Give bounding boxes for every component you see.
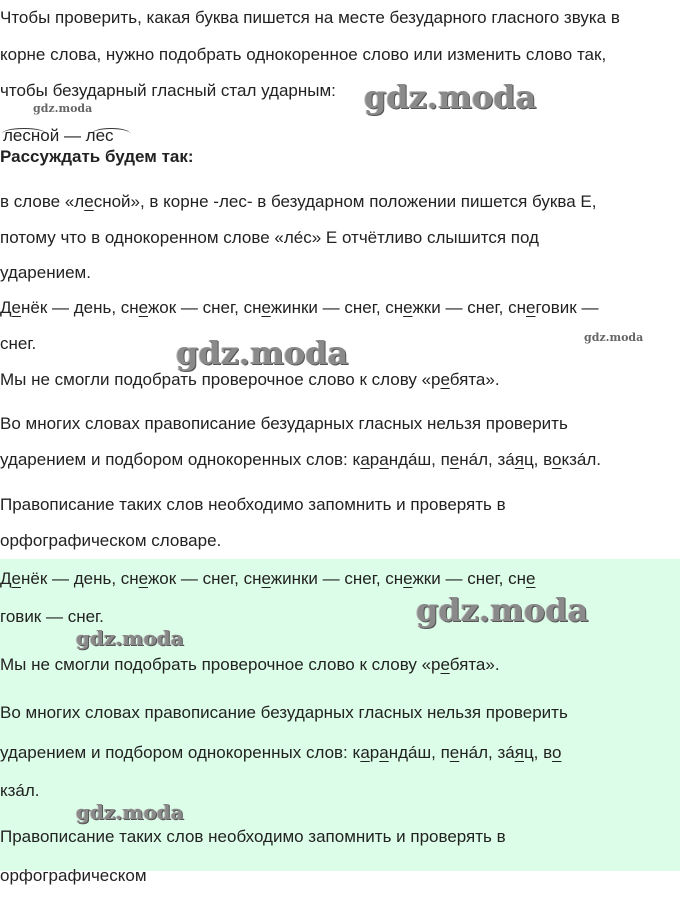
underlined-vowel: е [440,655,450,674]
memo-line-1: Правописание таких слов необходимо запомнить и проверять в [0,495,506,514]
example-word-root: лес [3,126,31,145]
text-part: Д [0,298,12,317]
underlined-vowel: я [514,450,524,469]
text-part: жок — снег, сн [147,298,262,317]
text-part: ударением и подбором однокоренных слов: к [0,450,361,469]
example-test-word: лес [85,126,114,145]
text-part: ц, в [523,450,552,469]
rule-line-3: чтобы безударный гласный стал ударным: [0,81,336,100]
underlined-vowel: е [526,298,536,317]
reasoning-line-3: ударением. [0,263,91,282]
text-part: Д [0,569,12,588]
underlined-vowel: а [360,743,370,762]
underlined-vowel: о [551,450,562,469]
rule-line-1: Чтобы проверить, какая буква пишется на месте безударного гласного звука в [0,8,620,27]
watermark-logo-small: gdz.moda [584,331,644,344]
text-part: ндáш, п [388,743,450,762]
green-memo-line-2-clipped: орфографическом [0,866,147,885]
underlined-vowel: е [261,298,271,317]
many-words-line-1: Во многих словах правописание безударных гласных нельзя проверить [0,414,568,433]
underlined-vowel: е [138,298,148,317]
underlined-vowel: е [403,298,413,317]
underlined-vowel: е [403,569,413,588]
text-part: бята». [449,370,500,389]
green-many-words-line-1: Во многих словах правописание безударных гласных нельзя проверить [0,703,568,722]
many-words-line-2 [0,442,676,478]
text-part: нáл, зá [459,450,515,469]
text-part: Мы не смогли подобрать проверочное слово к слову «р [0,655,441,674]
underlined-vowel: е [449,450,460,469]
text-part: кзáл. [561,450,601,469]
underlined-vowel: е [261,569,271,588]
text-part: ндáш, п [388,450,450,469]
watermark-logo: gdz.moda [76,800,184,824]
pairs-line-2: снег. [0,334,37,353]
watermark-logo-small: gdz.moda [33,102,93,115]
text-part: нёк — день, сн [20,569,139,588]
text-part: р [369,743,380,762]
green-pairs-line-2: говик — снег. [0,607,104,626]
text-part: говик — [535,298,599,317]
text-part: жинки — снег, сн [270,569,404,588]
memo-line-2: орфографическом словаре. [0,531,222,550]
text-part: р [369,450,380,469]
rule-line-2: корне слова, нужно подобрать однокоренное слово или изменить слово так, [0,45,607,64]
watermark-logo: gdz.moda [176,334,349,372]
answer-panel [0,559,680,885]
text-part: ц, в [523,743,552,762]
watermark-logo: gdz.moda [76,626,184,650]
text-part: бята». [449,655,500,674]
watermark-logo: gdz.moda [364,78,537,116]
no-check-line [0,362,676,398]
example-dash: — [59,126,86,145]
text-part: ударением и подбором однокоренных слов: к [0,743,361,762]
underlined-vowel: е [138,569,148,588]
text-part: нáл, зá [459,743,515,762]
green-memo-line-1: Правописание таких слов необходимо запомнить и проверять в [0,827,506,846]
text-part: нёк — день, сн [20,298,139,317]
text-part: жки — снег, сн [412,298,526,317]
underlined-vowel: е [449,743,460,762]
example-word-suffix: ной [30,126,60,145]
underlined-vowel: е [11,569,21,588]
green-many-words-line-3: кзáл. [0,781,40,800]
watermark-logo: gdz.moda [416,591,589,629]
underlined-vowel: е [11,298,21,317]
text-part: жинки — снег, сн [270,298,404,317]
underlined-vowel: а [379,450,389,469]
text-part: жок — снег, сн [147,569,262,588]
reasoning-line-1: в слове «лесной», в корне -лес- в безударном положении пишется буква Е, [0,192,597,211]
text-part: жки — снег, сн [412,569,526,588]
green-many-words-line-2 [0,735,676,771]
underlined-vowel: а [379,743,389,762]
text-part: Мы не смогли подобрать проверочное слово к слову «р [0,370,441,389]
underlined-vowel: а [360,450,370,469]
example-scheme [0,119,160,145]
reasoning-line-2: потому что в однокоренном слове «ле́с» Е отчётливо слышится под [0,228,539,247]
underlined-vowel: е [440,370,450,389]
green-no-check-line [0,647,676,683]
pairs-line-1 [0,290,676,326]
reasoning-title: Рассуждать будем так: [0,147,194,166]
underlined-vowel: о [551,743,562,762]
underlined-vowel: я [514,743,524,762]
underlined-vowel: е [526,569,536,588]
